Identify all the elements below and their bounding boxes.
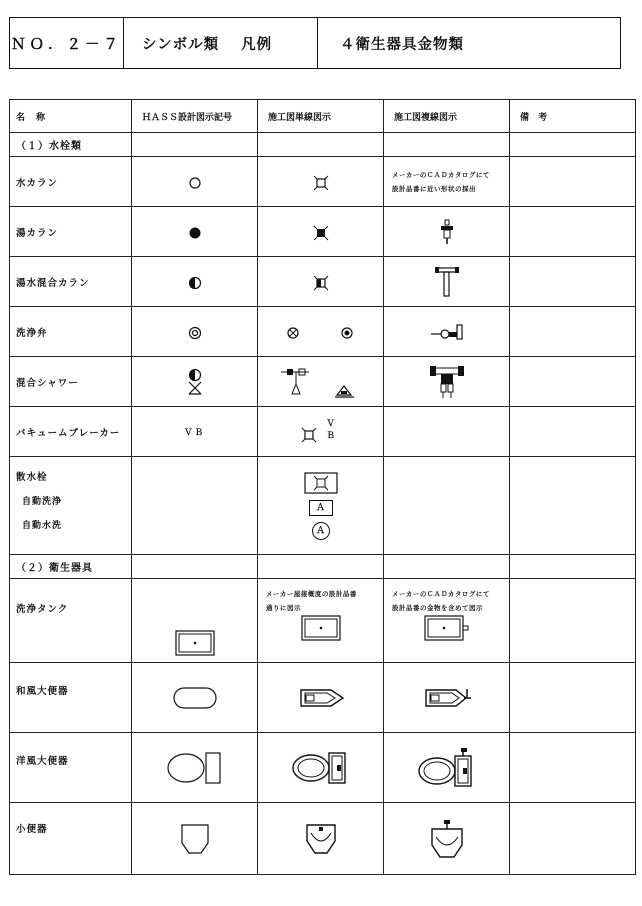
japanese-toilet-with-valve-icon [422, 685, 472, 711]
flush-tank-with-valve-icon [424, 615, 470, 641]
col-name-header: 名 称 [10, 100, 132, 133]
western-toilet-detail-icon [291, 750, 351, 786]
col-single-header: 施工図単線図示 [258, 100, 384, 133]
dot-circle-icon [342, 328, 352, 338]
vacuum-breaker-icon [301, 427, 317, 443]
row-label: バキュームブレーカー [10, 407, 132, 457]
sprinkler-symbols [258, 472, 383, 540]
table-header-row [10, 100, 636, 133]
sheet-title: ４衛生器具金物類 [340, 36, 464, 53]
shower-single-line-icon [279, 366, 363, 398]
row-label: 散水栓 [16, 472, 48, 483]
open-circle-icon [188, 176, 202, 190]
sprinkler-box-icon [304, 472, 338, 494]
row-label: 湯カラン [10, 207, 132, 257]
row-label: 洗浄弁 [10, 307, 132, 357]
table-row [10, 307, 636, 357]
table-row [10, 407, 636, 457]
note-line: メーカー屋接概度の設計品番 [266, 590, 357, 598]
row-label: 水カラン [10, 157, 132, 207]
tap-fixture-icon [439, 219, 455, 245]
note-line: 設計品番に近い形状の採出 [392, 184, 476, 193]
group-label: （２）衛生器具 [10, 555, 132, 579]
flush-tank-icon [175, 630, 215, 656]
hass-symbol-cell [132, 157, 258, 207]
sheet-number: ＮＯ．２－７ [10, 18, 124, 68]
urinal-with-valve-icon [430, 819, 464, 859]
note-line: メーカーのＣＡＤカタログにて [392, 170, 490, 179]
category-legend: 凡例 [241, 36, 273, 53]
note-line: メーカーのＣＡＤカタログにて [392, 590, 490, 598]
row-label: 洋風大便器 [10, 733, 132, 803]
flush-valve-fixture-icon [429, 322, 465, 342]
note-line: 通りに図示 [266, 604, 301, 612]
row-sub-label: 自動水洗 [22, 521, 63, 531]
mixing-tap-fixture-icon [434, 266, 460, 298]
table-row [10, 663, 636, 733]
filled-circle-icon [188, 226, 202, 240]
western-toilet-with-valve-icon [417, 747, 477, 789]
table-row [10, 207, 636, 257]
auto-flush-box: Ａ [309, 500, 333, 516]
western-toilet-icon [166, 750, 224, 786]
half-filled-circle-icon [188, 276, 202, 290]
table-row [10, 733, 636, 803]
col-note-header: 備 考 [510, 100, 636, 133]
remark-cell [510, 157, 636, 207]
sheet-category [124, 18, 318, 68]
japanese-toilet-icon [173, 687, 217, 709]
table-row [10, 357, 636, 407]
table-row [10, 157, 636, 207]
row-sub-label: 自動洗浄 [22, 497, 63, 507]
sheet-header [9, 17, 621, 69]
cross-circle-icon [288, 328, 298, 338]
vb-single-label: ＶＢ [326, 418, 337, 441]
auto-wash-circle: Ａ [312, 522, 330, 540]
vb-single-symbol [301, 417, 341, 443]
table-row [10, 457, 636, 555]
flush-tank-icon [301, 615, 341, 641]
group-row-fixtures [10, 555, 636, 579]
note-line: 設計品番の金物を含めて図示 [392, 604, 483, 612]
group-label: （１）水栓類 [10, 133, 132, 157]
group-row-faucets [10, 133, 636, 157]
col-hass-header: ＨＡＳＳ設計図示記号 [132, 100, 258, 133]
double-circle-icon [188, 326, 202, 340]
row-label: 洗浄タンク [10, 579, 132, 663]
row-label: 混合シャワー [10, 357, 132, 407]
urinal-detail-icon [305, 823, 337, 855]
single-symbol-cell [258, 157, 384, 207]
category-symbols: シンボル類 [142, 36, 220, 53]
urinal-icon [180, 823, 210, 855]
table-row [10, 803, 636, 875]
symbol-table [9, 99, 636, 875]
japanese-toilet-detail-icon [297, 687, 345, 709]
row-label: 湯水混合カラン [10, 257, 132, 307]
double-note-cell [384, 157, 510, 207]
shower-symbol-icon [187, 368, 203, 396]
mix-faucet-square-icon [313, 275, 329, 291]
row-label: 和風大便器 [10, 663, 132, 733]
shower-double-line-icon [429, 365, 465, 399]
hot-faucet-square-icon [313, 225, 329, 241]
col-double-header: 施工図複線図示 [384, 100, 510, 133]
table-row [10, 257, 636, 307]
table-row [10, 579, 636, 663]
faucet-square-icon [313, 175, 329, 191]
row-label: 小便器 [10, 803, 132, 875]
vb-hass-label: ＶＢ [132, 407, 258, 457]
flush-valve-symbols [285, 326, 357, 340]
